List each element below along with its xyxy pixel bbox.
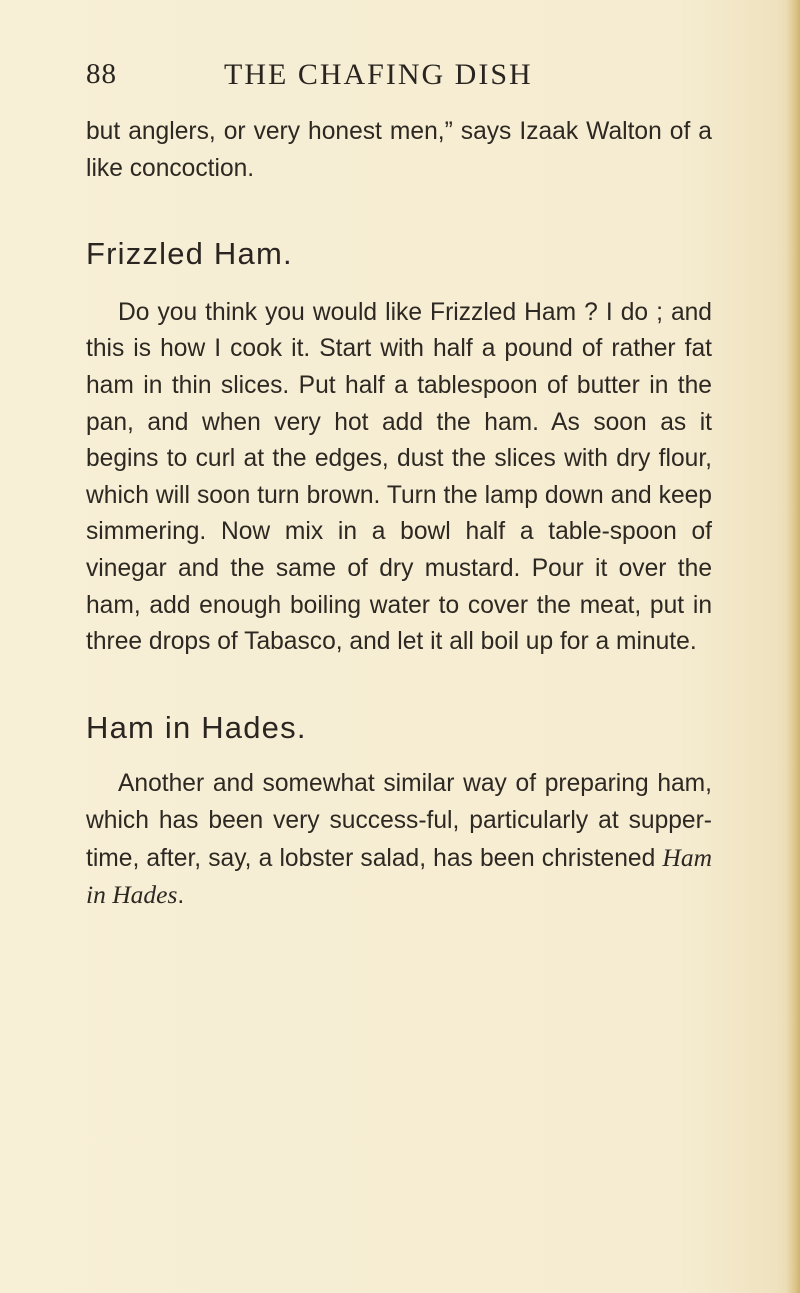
intro-paragraph: but anglers, or very honest men,” says Izaak Walton of a like concoction. [86, 118, 712, 182]
section-heading-frizzled-ham: Frizzled Ham. [86, 236, 293, 272]
ham-in-hades-italic-title: Ham in Hades [86, 842, 712, 910]
ham-in-hades-end-punctuation: . [177, 882, 185, 910]
page-number: 88 [86, 58, 117, 90]
ham-in-hades-text: Another and somewhat similar way of preparing ham, which has been very success-ful, particularly at supper-time, after, say, a lobster salad, has been christened [86, 770, 712, 872]
page-edge-shadow [786, 0, 800, 1293]
running-head [86, 58, 706, 98]
frizzled-ham-paragraph: Do you think you would like Frizzled Ham ? I do ; and this is how I cook it. Start with half a pound of rather fat ham in thin slices. Put half a tablespoon of butter in the pan, and when very hot add the ham. As soon as it begins to curl at the edges, dust the slices with dry flour, which will soon turn brown. Turn the lamp down and keep simmering. Now mix in a bowl half a table-spoon of vinegar and the same of dry mustard. Pour it over the ham, add enough boiling water to cover the meat, put in three drops of Tabasco, and let it all boil up for a minute. [86, 298, 712, 656]
ham-in-hades-paragraph [86, 766, 712, 914]
running-title: THE CHAFING DISH [224, 58, 533, 91]
page-text [86, 114, 712, 915]
section-heading-ham-in-hades: Ham in Hades. [86, 709, 307, 745]
